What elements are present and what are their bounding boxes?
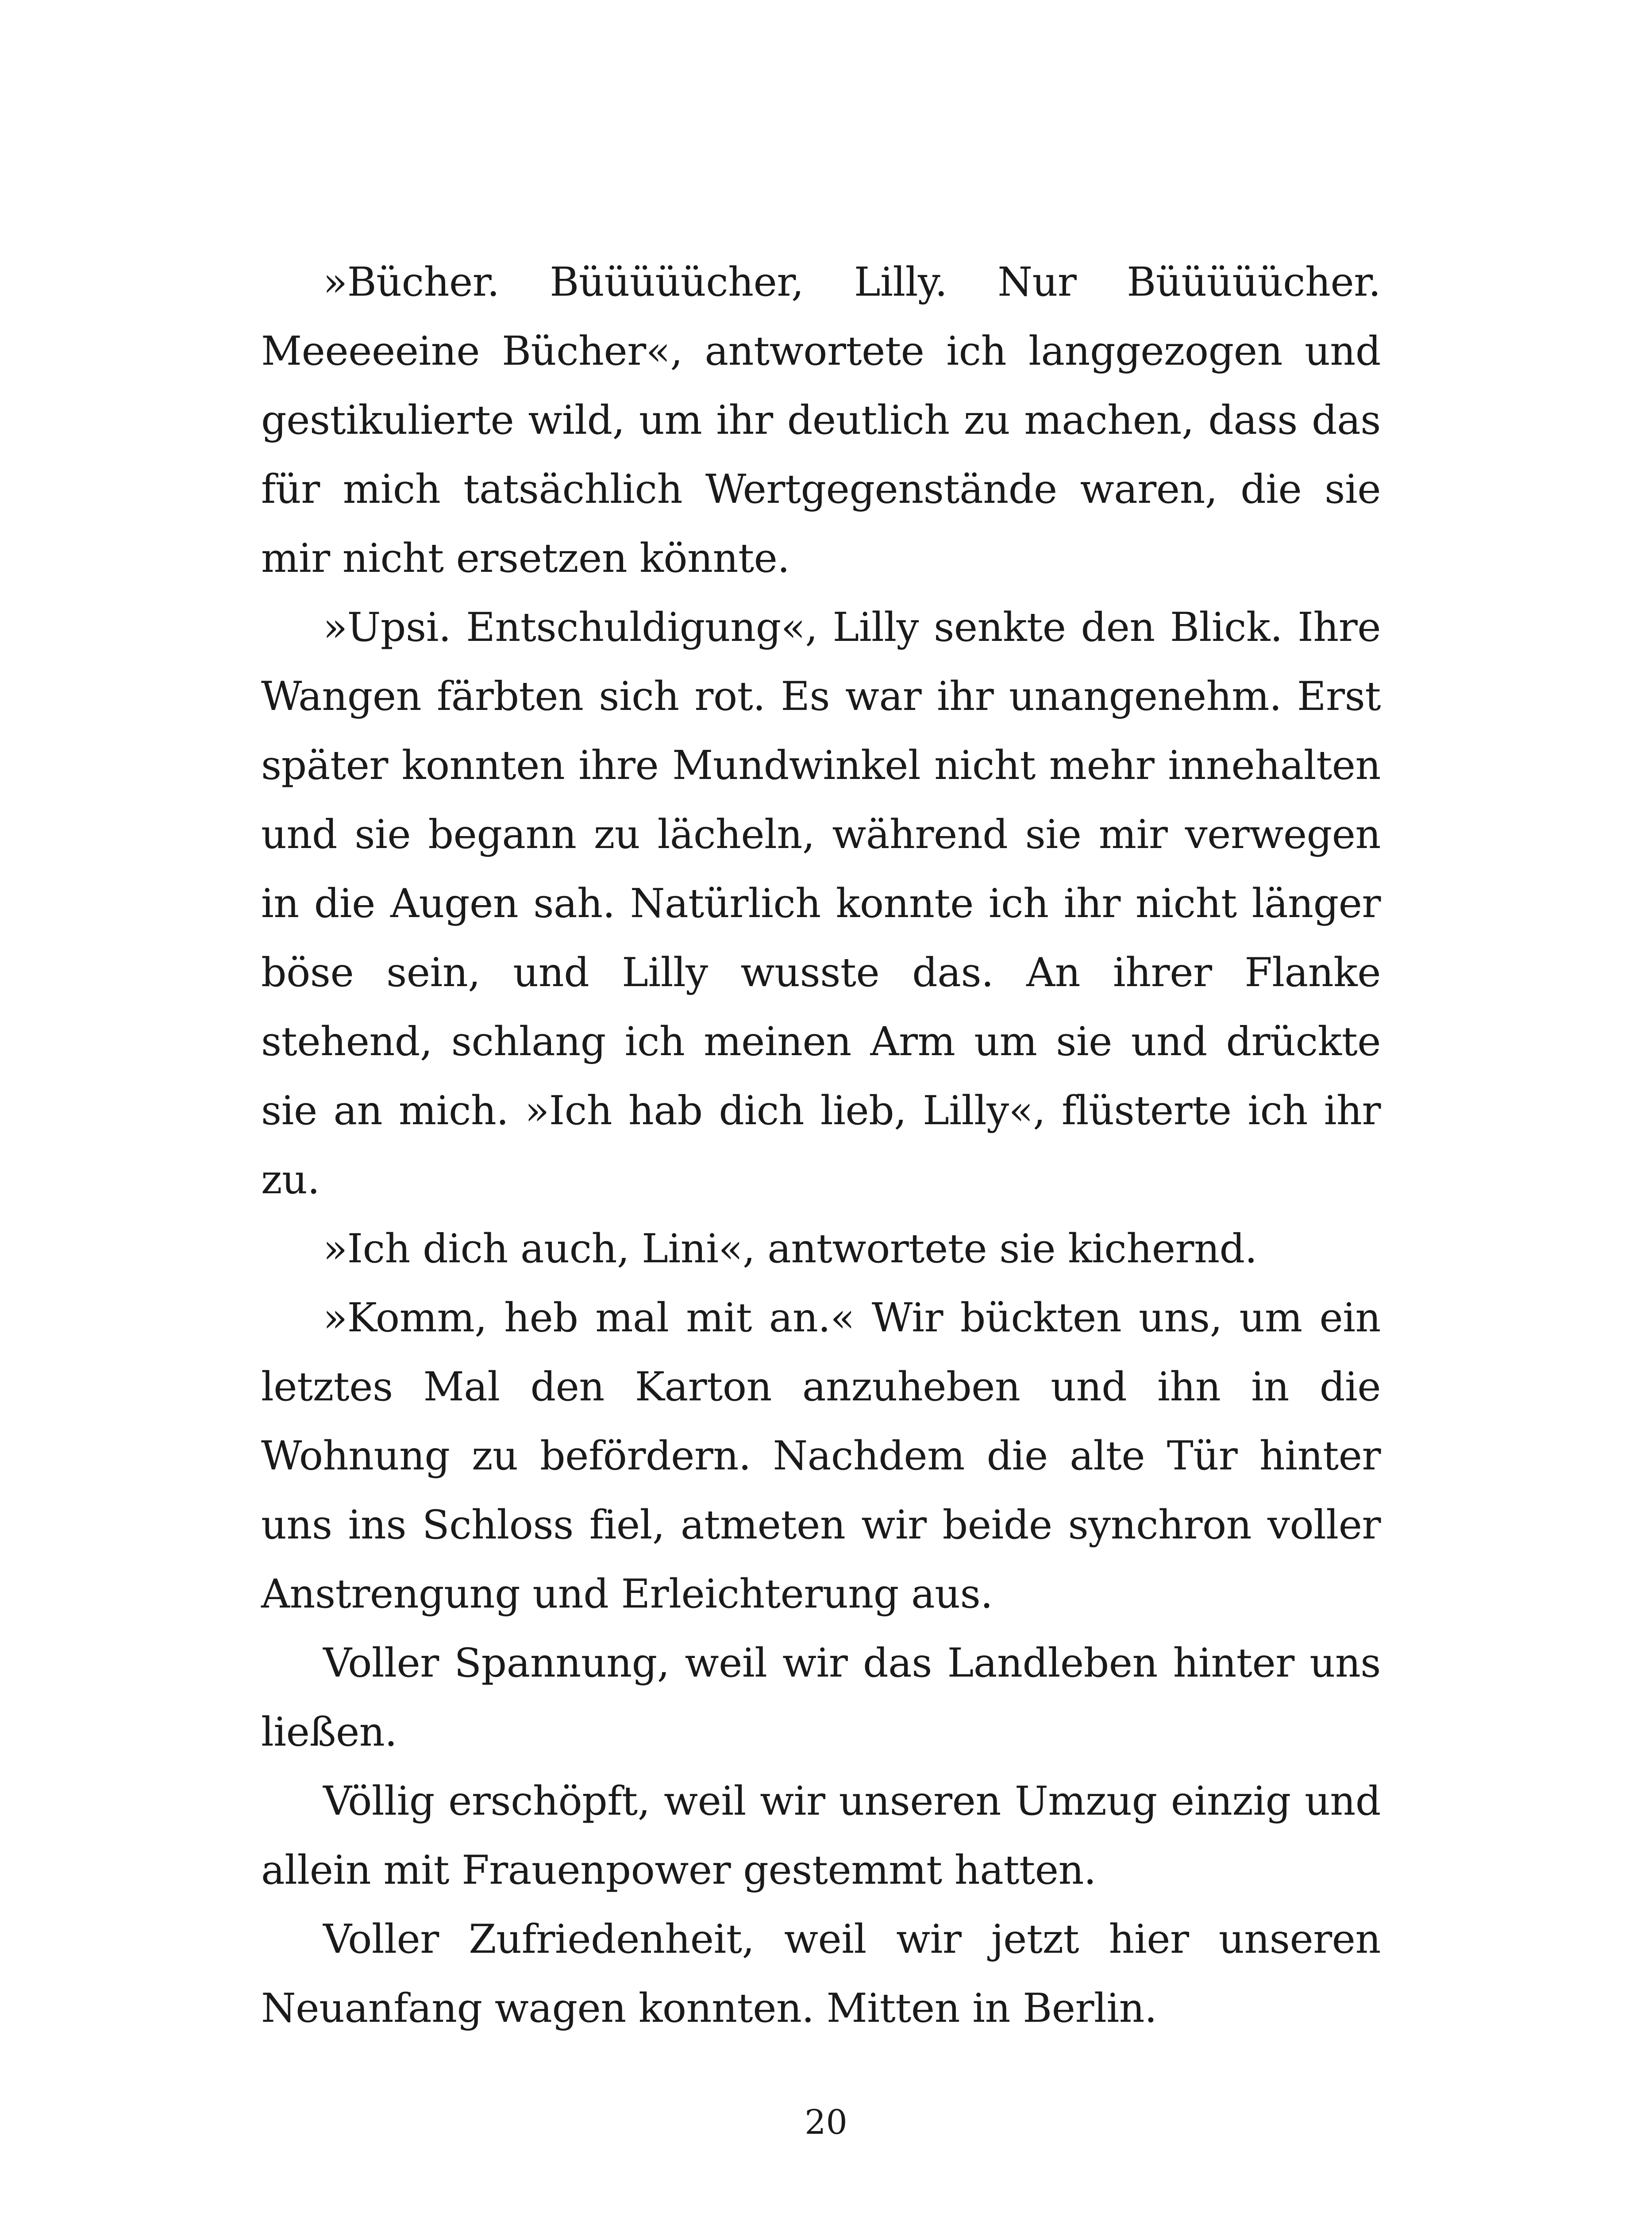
paragraph-books: »Bücher. Büüüüücher, Lilly. Nur Büüüüücher. Meeeeeine Bücher«, antwortete ich langgezogen und gestikulierte wild, um ihr deutlich zu machen, dass das für mich tatsächlich Wertgegenstände waren, die sie mir nicht ersetzen könnte. bbox=[261, 259, 1381, 582]
paragraph-reply: »Ich dich auch, Lini«, antwortete sie kichernd. bbox=[323, 1226, 1257, 1272]
paragraph-satisfaction: Voller Zufriedenheit, weil wir jetzt hier unseren Neuanfang wagen konnten. Mitten in Berlin. bbox=[261, 1916, 1381, 2032]
paragraph-exhausted: Völlig erschöpft, weil wir unseren Umzug einzig und allein mit Frauenpower gestemmt hatten. bbox=[261, 1778, 1381, 1893]
body-text bbox=[261, 248, 1381, 2043]
paragraph-carry-box: »Komm, heb mal mit an.« Wir bückten uns, um ein letztes Mal den Karton anzuheben und ihn in die Wohnung zu befördern. Nachdem die alte Tür hinter uns ins Schloss fiel, atmeten wir beide synchron voller Anstrengung und Erleichterung aus. bbox=[261, 1295, 1381, 1617]
paragraph-apology: »Upsi. Entschuldigung«, Lilly senkte den Blick. Ihre Wangen färbten sich rot. Es war ihr unangenehm. Erst später konnten ihre Mundwinkel nicht mehr innehalten und sie begann zu lächeln, während sie mir verwegen in die Augen sah. Natürlich konnte ich ihr nicht länger böse sein, und Lilly wusste das. An ihrer Flanke stehend, schlang ich meinen Arm um sie und drückte sie an mich. »Ich hab dich lieb, Lilly«, flüsterte ich ihr zu. bbox=[261, 604, 1381, 1203]
page-number: 20 bbox=[805, 2102, 847, 2142]
paragraph-excitement: Voller Spannung, weil wir das Landleben hinter uns ließen. bbox=[261, 1640, 1381, 1755]
